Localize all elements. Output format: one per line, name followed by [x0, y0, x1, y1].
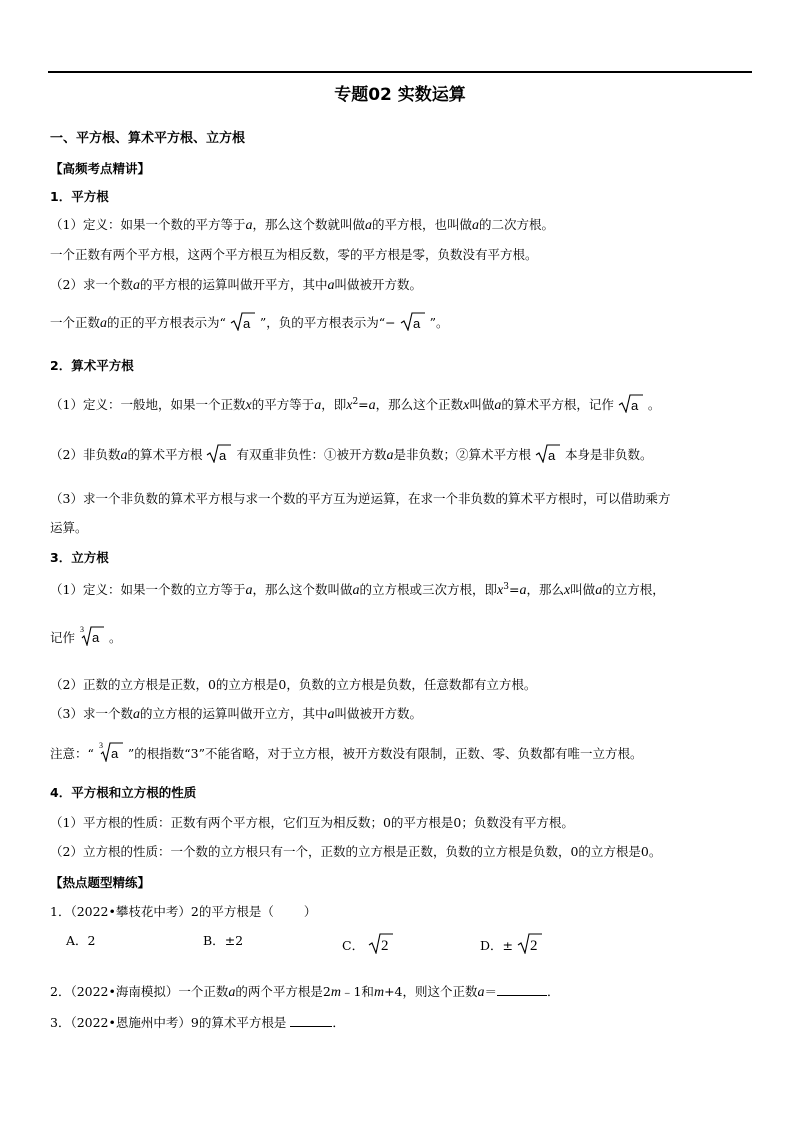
sqrt-a-formula [206, 443, 232, 463]
s3-definition: （1）定义：如果一个数的立方等于a，那么这个数叫做a的立方根或三次方根，即$x^3=a$，那么x叫做a的立方根， [50, 582, 665, 599]
q3-answer-blank[interactable] [290, 1014, 332, 1027]
q1-option-a[interactable]: A．2 [66, 933, 96, 948]
svg-text:a: a [630, 398, 639, 414]
page-title: 专题02 实数运算 [334, 85, 466, 105]
s4-line2: （2）立方根的性质：一个数的立方根只有一个，正数的立方根是正数，负数的立方根是负数，0的立方根是0。 [50, 844, 662, 859]
svg-text:2: 2 [530, 938, 538, 954]
s4-heading: 4．平方根和立方根的性质 [50, 785, 197, 800]
section-heading-1: 一、平方根、算术平方根、立方根 [50, 131, 246, 146]
svg-text:2: 2 [381, 938, 389, 954]
q1-option-d[interactable]: D．± 2 [480, 932, 543, 955]
q1-option-c[interactable]: C． 2 [342, 932, 394, 955]
s3-line3: （2）正数的立方根是正数，0的立方根是0，负数的立方根是负数，任意数都有立方根。 [50, 677, 537, 692]
s1-heading: 1．平方根 [50, 189, 109, 204]
q1-option-b[interactable]: B．±2 [203, 933, 244, 948]
sqrt-a-formula [535, 443, 561, 463]
s2-nonnegativity: （2）非负数a的算术平方根 a 有双重非负性：①被开方数a是非负数；②算术平方根 a 本身是非负数。 [50, 443, 652, 465]
s4-line1: （1）平方根的性质：正数有两个平方根，它们互为相反数；0的平方根是0；负数没有平方根。 [50, 815, 574, 830]
cbrt-a-formula [79, 624, 105, 646]
s1-line4: 一个正数a的正的平方根表示为“ a ”，负的平方根表示为“− a ”。 [50, 311, 449, 333]
sqrt-2-formula [368, 932, 394, 954]
neg-sqrt-a-formula [400, 311, 426, 331]
svg-text:3: 3 [98, 741, 103, 750]
s2-line4: 运算。 [50, 520, 88, 535]
svg-text:a: a [110, 746, 119, 761]
s1-definition: （1）定义：如果一个数的平方等于a，那么这个数就叫做a的平方根，也叫做a的二次方根。 [50, 217, 555, 233]
s2-heading: 2．算术平方根 [50, 358, 134, 373]
s3-notation: 记作 3 a 。 [50, 625, 122, 645]
s1-line3: （2）求一个数a的平方根的运算叫做开平方，其中a叫做被开方数。 [50, 277, 422, 293]
s3-heading: 3．立方根 [50, 550, 109, 565]
question-2: 2．（2022•海南模拟）一个正数a的两个平方根是2m﹣1和m+4，则这个正数a＝ ． [50, 984, 560, 1000]
cbrt-a-formula [98, 740, 124, 762]
header-rule [48, 71, 752, 73]
s3-note: 注意：“ 3 a ”的根指数“3”不能省略，对于立方根，被开方数没有限制，正数、零、负数都有唯一立方根。 [50, 741, 643, 761]
q2-answer-blank[interactable] [497, 983, 547, 996]
s2-definition: （1）定义：一般地，如果一个正数x的平方等于a，即$x^2=a$，那么这个正数x叫做a的算术平方根，记作 a 。 [50, 393, 660, 415]
sqrt-2-formula [517, 932, 543, 954]
svg-text:a: a [92, 630, 100, 645]
question-3: 3．（2022•恩施州中考）9的算术平方根是 ． [50, 1015, 345, 1030]
svg-text:3: 3 [80, 625, 84, 634]
svg-text:a: a [242, 316, 251, 331]
sqrt-a-formula [618, 393, 644, 413]
s3-line4: （3）求一个数a的立方根的运算叫做开立方，其中a叫做被开方数。 [50, 706, 422, 722]
svg-text:a: a [547, 448, 556, 463]
svg-text:a: a [219, 448, 227, 463]
sqrt-a-formula [230, 311, 256, 331]
question-1: 1．（2022•攀枝花中考）2的平方根是（ ） [50, 904, 317, 919]
practice-header: 【热点题型精练】 [50, 875, 151, 890]
s2-line3: （3）求一个非负数的算术平方根与求一个数的平方互为逆运算，在求一个非负数的算术平方根时，可以借助乘方 [50, 491, 671, 506]
high-freq-header: 【高频考点精讲】 [50, 161, 151, 176]
svg-text:a: a [412, 316, 420, 331]
s1-line2: 一个正数有两个平方根，这两个平方根互为相反数，零的平方根是零，负数没有平方根。 [50, 247, 538, 262]
